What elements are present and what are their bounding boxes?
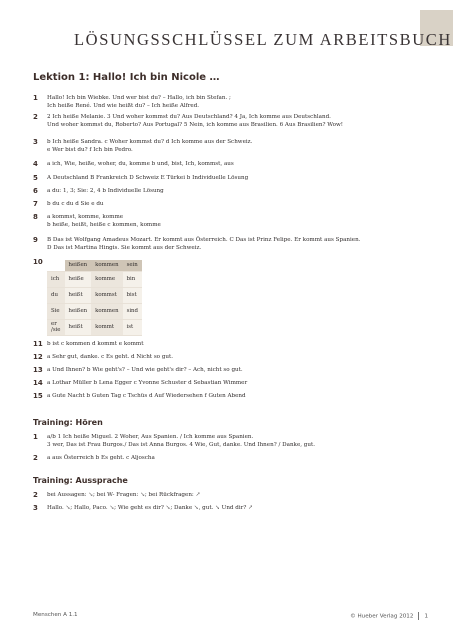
table-cell: er /sie bbox=[47, 319, 65, 335]
exercise-number: 7 bbox=[33, 200, 38, 208]
answer-line: e Wer bist du? f Ich bin Pedro. bbox=[47, 146, 133, 153]
exercise-11 bbox=[33, 341, 423, 349]
answer-line: a ich, Wie, heiße, woher, du, komme b und, bist, Ich, kommst, aus bbox=[47, 161, 234, 167]
table-header-row bbox=[47, 260, 142, 271]
exercise-number: 14 bbox=[33, 379, 43, 387]
exercise-14 bbox=[33, 380, 423, 388]
table-cell: bist bbox=[123, 287, 142, 303]
answer-line: bei Aussagen: ↘; bei W- Fragen: ↘; bei Rückfragen: ↗ bbox=[47, 492, 201, 498]
exercise-number: 9 bbox=[33, 236, 38, 244]
table-cell: ist bbox=[123, 319, 142, 335]
exercise-number: 15 bbox=[33, 392, 43, 400]
answer-line: b ist c kommen d kommt e kommt bbox=[47, 341, 144, 347]
table-header-cell: sein bbox=[123, 260, 142, 271]
answer-line: A Deutschland B Frankreich D Schweiz E Türkei b Individuelle Lösung bbox=[47, 175, 249, 181]
exercise-12 bbox=[33, 354, 423, 362]
exercise-5 bbox=[33, 175, 423, 183]
table-cell: bin bbox=[123, 271, 142, 287]
answer-line: a Sehr gut, danke. c Es geht. d Nicht so gut. bbox=[47, 354, 174, 360]
exercise-number: 1 bbox=[33, 94, 38, 102]
table-cell: komme bbox=[91, 271, 122, 287]
exercise-6 bbox=[33, 188, 423, 196]
exercise-3 bbox=[33, 139, 423, 154]
answer-line: Hallo! Ich bin Wiebke. Und wer bist du? – Hallo, ich bin Stefan. ; bbox=[47, 95, 231, 101]
aussprache-exercise-3 bbox=[33, 505, 423, 513]
footer-copyright: © Hueber Verlag 2012 bbox=[350, 613, 414, 620]
exercise-number: 11 bbox=[33, 340, 43, 348]
exercise-number: 1 bbox=[33, 433, 38, 441]
answer-line: 3 wer, Das ist Frau Burgos./ Das ist Anna Burgos. 4 Wie, Gut, danke. Und Ihnen? / Danke, gut. bbox=[47, 441, 316, 448]
exercise-2 bbox=[33, 114, 423, 129]
training-hoeren-heading: Training: Hören bbox=[33, 418, 103, 427]
exercise-15 bbox=[33, 393, 423, 401]
exercise-7 bbox=[33, 201, 423, 209]
exercise-8 bbox=[33, 214, 423, 229]
exercise-number: 5 bbox=[33, 174, 38, 182]
answer-line: a kommst, komme, komme bbox=[47, 214, 124, 220]
answer-line: D Das ist Martina Hingis. Sie kommt aus der Schweiz. bbox=[47, 244, 202, 251]
answer-line: a/b 1 Ich heiße Miguel. 2 Woher, Aus Spanien. / Ich komme aus Spanien. bbox=[47, 434, 254, 440]
table-cell: heißt bbox=[65, 287, 92, 303]
answer-line: Und woher kommst du, Roberto? Aus Portugal? 5 Nein, ich komme aus Brasilien. 6 Aus Brasilien? Wow! bbox=[47, 121, 344, 128]
exercise-number: 6 bbox=[33, 187, 38, 195]
answer-line: 2 Ich heiße Melanie. 3 Und woher kommst du? Aus Deutschland? 4 Ja, Ich komme aus Deutschland. bbox=[47, 114, 331, 120]
exercise-number: 3 bbox=[33, 138, 38, 146]
footer-publisher bbox=[350, 612, 428, 620]
answer-line: Ich heiße René. Und wie heißt du? – Ich heiße Alfred. bbox=[47, 102, 200, 109]
exercise-number: 13 bbox=[33, 366, 43, 374]
table-cell: ich bbox=[47, 271, 65, 287]
table-cell: kommt bbox=[91, 319, 122, 335]
exercise-9 bbox=[33, 237, 423, 252]
training-aussprache-heading: Training: Aussprache bbox=[33, 476, 128, 485]
table-row bbox=[47, 271, 142, 287]
exercise-4 bbox=[33, 161, 423, 169]
footer-separator bbox=[418, 612, 419, 620]
table-cell: sind bbox=[123, 303, 142, 319]
answer-line: a Gute Nacht b Guten Tag c Tschüs d Auf Wiedersehen f Guten Abend bbox=[47, 393, 246, 399]
answer-line: B Das ist Wolfgang Amadeus Mozart. Er kommt aus Österreich. C Das ist Prinz Felipe. Er kommt aus Spanien. bbox=[47, 237, 361, 243]
answer-line: a aus Österreich b Es geht. c Aljoscha bbox=[47, 455, 155, 461]
table-cell: heißt bbox=[65, 319, 92, 335]
exercise-13 bbox=[33, 367, 423, 375]
aussprache-exercise-2 bbox=[33, 492, 423, 500]
lektion-heading: Lektion 1: Hallo! Ich bin Nicole … bbox=[33, 72, 220, 83]
footer-book-title: Menschen A 1.1 bbox=[33, 612, 78, 618]
hoeren-exercise-1 bbox=[33, 434, 423, 449]
answer-line: b du c du d Sie e du bbox=[47, 201, 104, 207]
conjugation-table bbox=[47, 260, 142, 336]
exercise-number: 2 bbox=[33, 113, 38, 121]
table-row bbox=[47, 319, 142, 335]
hoeren-exercise-2 bbox=[33, 455, 423, 463]
table-row bbox=[47, 287, 142, 303]
exercise-number: 4 bbox=[33, 160, 38, 168]
exercise-number: 3 bbox=[33, 504, 38, 512]
answer-line: a du: 1, 3; Sie: 2, 4 b Individuelle Lösung bbox=[47, 188, 164, 194]
exercise-1 bbox=[33, 95, 423, 110]
answer-line: a Lothar Müller b Lena Egger c Yvonne Schuster d Sebastian Wimmer bbox=[47, 380, 248, 386]
answer-line: Hallo. ↘; Hallo, Paco. ↘; Wie geht es dir? ↘; Danke ↘, gut. ↘ Und dir? ↗ bbox=[47, 505, 253, 511]
table-header-cell: heißen bbox=[65, 260, 92, 271]
answer-line: a Und Ihnen? b Wie geht's? – Und wie geht's dir? – Ach, nicht so gut. bbox=[47, 367, 243, 373]
page-number: 1 bbox=[424, 613, 428, 620]
exercise-number: 10 bbox=[33, 258, 43, 266]
exercise-number: 2 bbox=[33, 454, 38, 462]
table-cell: du bbox=[47, 287, 65, 303]
exercise-number: 12 bbox=[33, 353, 43, 361]
page-title: LÖSUNGSSCHLÜSSEL ZUM ARBEITSBUCH bbox=[74, 30, 452, 49]
table-cell: heißen bbox=[65, 303, 92, 319]
table-cell: kommst bbox=[91, 287, 122, 303]
answer-line: b heiße, heißt, heiße c kommen, komme bbox=[47, 221, 161, 228]
table-header-cell: kommen bbox=[91, 260, 122, 271]
answer-line: b Ich heiße Sandra. c Woher kommst du? d Ich komme aus der Schweiz. bbox=[47, 139, 253, 145]
exercise-number: 2 bbox=[33, 491, 38, 499]
table-cell: kommen bbox=[91, 303, 122, 319]
table-cell: Sie bbox=[47, 303, 65, 319]
table-row bbox=[47, 303, 142, 319]
table-header-cell bbox=[47, 260, 65, 271]
table-cell: heiße bbox=[65, 271, 92, 287]
exercise-number: 8 bbox=[33, 213, 38, 221]
